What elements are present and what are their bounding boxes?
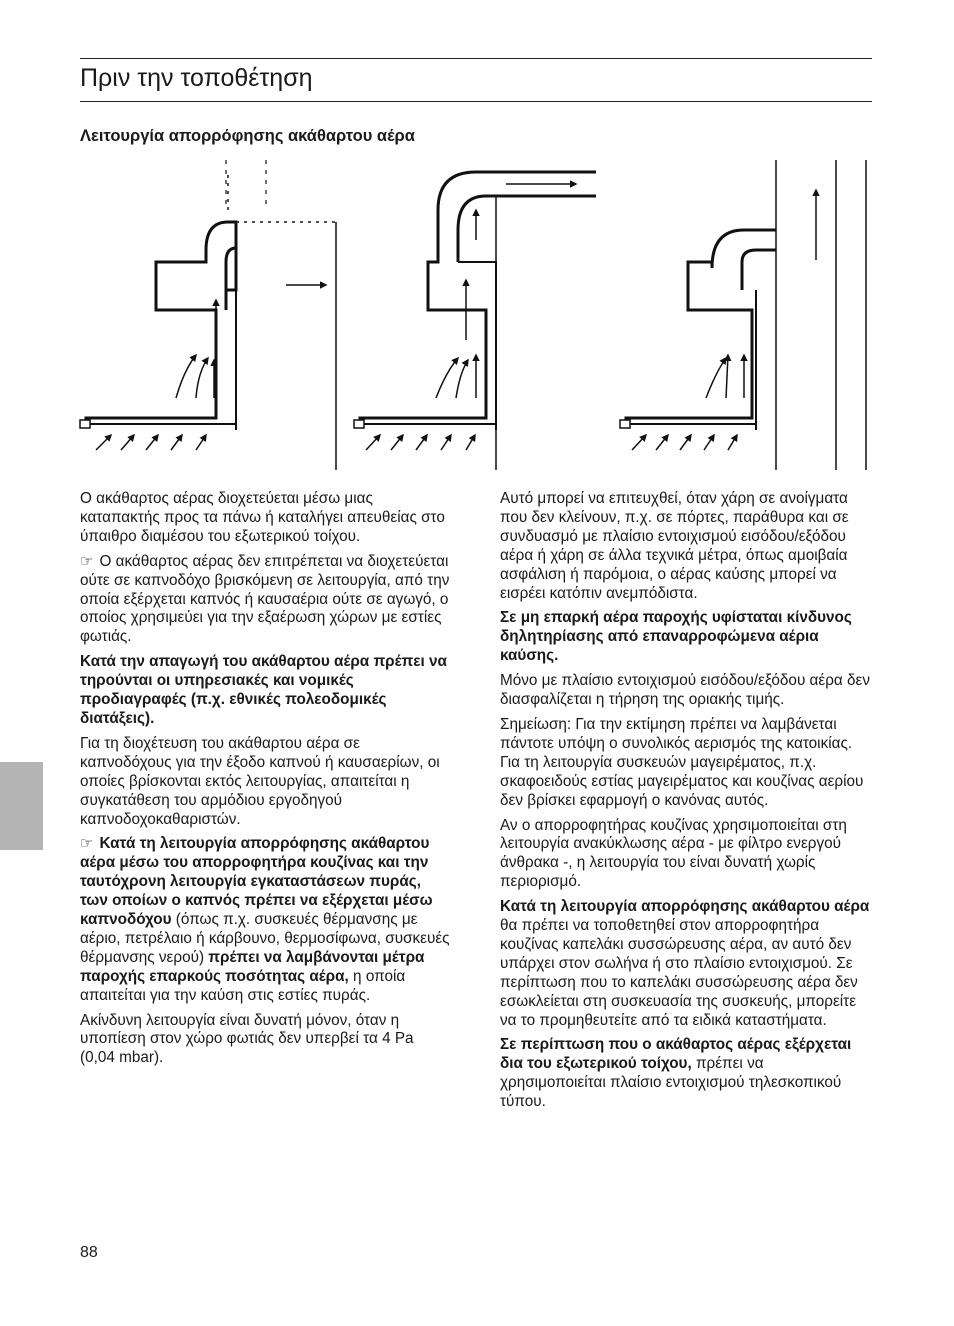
pointing-hand-icon: ☞ <box>80 835 94 853</box>
text: πρέπει να χρησιμοποιείται πλαίσιο εντοιχισμού τηλεσκοπικού τύπου. <box>500 1055 842 1111</box>
chapter-side-tab <box>0 762 43 850</box>
diagram-roof-duct <box>86 160 336 470</box>
paragraph: Αυτό μπορεί να επιτευχθεί, όταν χάρη σε ανοίγματα που δεν κλείνουν, π.χ. σε πόρτες, παράθυρα και σε συνδυασμό με πλαίσιο εντοιχισμού εισόδου/εξόδου αέρα ή χάρη σε άλλα τεχνικά μέτρα, όπως αμοιβαία ασφάλιση ή παρόμοια, ο αέρας καύσης μπορεί να εισρέει κατόπιν ανεμπόδιστα. <box>500 490 849 602</box>
text: (όπως π.χ. συσκευές θέρμανσης με αέριο, πετρέλαιο ή κάρβουνο, θερμοσίφωνα, συσκευές θέρμανσης νερού) <box>80 911 450 966</box>
paragraph: Ακίνδυνη λειτουργία είναι δυνατή μόνον, όταν η υποπίεση στον χώρο φωτιάς δεν υπερβεί τα 4 Pa (0,04 mbar). <box>80 1011 414 1067</box>
bold-text: Σε περίπτωση που ο ακάθαρτος αέρας εξέρχεται δια του εξωτερικού τοίχου, <box>500 1036 852 1073</box>
paragraph-bold <box>500 609 872 666</box>
left-text-column <box>80 490 450 1074</box>
paragraph <box>500 898 872 1030</box>
paragraph: Για τη διοχέτευση του ακάθαρτου αέρα σε καπνοδόχους για την έξοδο καπνού ή καυσαερίων, οι οποίες βρίσκονται εκτός λειτουργίας, απαιτείται η συγκατάθεση του αρμόδιου εργοδηγού καπνοδοχοκαθαριστών. <box>80 734 440 828</box>
diagram-ceiling-duct <box>360 172 596 470</box>
paragraph: Αν ο απορροφητήρας κουζίνας χρησιμοποιείται στη λειτουργία ανακύκλωσης αέρα - με φίλτρο ενεργού άνθρακα -, η λειτουργία του είναι δυνατή χωρίς περιορισμό. <box>500 816 847 891</box>
paragraph: Ο ακάθαρτος αέρας διοχετεύεται μέσω μιας καταπακτής προς τα πάνω ή καταλήγει απευθείας στο ύπαιθρο διαμέσου του εξωτερικού τοίχου. <box>80 490 445 545</box>
paragraph-bold <box>80 653 450 729</box>
paragraph <box>500 1036 872 1112</box>
bold-text: Κατά τη λειτουργία απορρόφησης ακάθαρτου αέρα μέσω του απορροφητήρα κουζίνας και την ταυτόχρονη λειτουργία εγκαταστάσεων πυράς, των οποίων ο καπνός πρέπει να εξέρχεται μέσω καπνοδόχου <box>80 835 433 929</box>
header-rule-bottom <box>80 101 872 102</box>
note-paragraph <box>80 553 450 648</box>
bold-text: Κατά την απαγωγή του ακάθαρτου αέρα πρέπει να τηρούνται οι υπηρεσιακές και νομικές προδιαγραφές (π.χ. εθνικές πολεοδομικές διατάξεις). <box>80 653 447 727</box>
paragraph: Μόνο με πλαίσιο εντοιχισμού εισόδου/εξόδου αέρα δεν διασφαλίζεται η τήρηση της οριακής τιμής. <box>500 672 871 709</box>
pointing-hand-icon: ☞ <box>80 552 94 570</box>
paragraph: Σημείωση: Για την εκτίμηση πρέπει να λαμβάνεται πάντοτε υπόψη ο συνολικός αερισμός της κατοικίας. Για τη λειτουργία συσκευών μαγειρέματος, π.χ. σκαφοειδούς εστίας μαγειρέματος και κουζίνας αερίου δεν βρίσκει εφαρμογή ο κανόνας αυτός. <box>500 715 864 809</box>
text: θα πρέπει να τοποθετηθεί στον απορροφητήρα κουζίνας καπελάκι συσσώρευσης αέρα, αν αυτό δεν υπάρχει στον σωλήνα ή στο πλαίσιο εντοιχισμού. Σε περίπτωση που το καπελάκι συσσώρευσης αέρα δεν εσωκλείεται στη συσκευασία της συσκευής, μπορείτε να το προμηθευτείτε από τα ειδικά καταστήματα. <box>500 917 858 1029</box>
text: η οποία απαιτείται για την καύση στις εστίες πυράς. <box>80 967 406 1004</box>
exhaust-air-diagrams <box>76 150 872 480</box>
diagram-wall-duct <box>626 160 866 470</box>
note-text: Ο ακάθαρτος αέρας δεν επιτρέπεται να διοχετεύεται ούτε σε καπνοδόχο βρισκόμενη σε λειτουργία, από την οποία εξέρχεται καπνός ή καυσαέρια ούτε σε αγωγό, ο οποίος χρησιμεύει για την εξαέρωση χώρων με εστίες φωτιάς. <box>80 552 450 646</box>
header-rule-top <box>80 58 872 59</box>
section-heading: Λειτουργία απορρόφησης ακάθαρτου αέρα <box>80 127 415 145</box>
bold-text: Κατά τη λειτουργία απορρόφησης ακάθαρτου αέρα <box>500 898 870 916</box>
bold-text: Σε μη επαρκή αέρα παροχής υφίσταται κίνδυνος δηλητηρίασης από επαναρροφώμενα αέρια καύσης. <box>500 609 852 665</box>
page-number: 88 <box>80 1244 98 1261</box>
note-paragraph <box>80 835 450 1005</box>
page-title: Πριν την τοποθέτηση <box>80 64 313 92</box>
bold-text: πρέπει να λαμβάνονται μέτρα παροχής επαρκούς ποσότητας αέρα, <box>80 948 425 985</box>
right-text-column <box>500 490 872 1118</box>
